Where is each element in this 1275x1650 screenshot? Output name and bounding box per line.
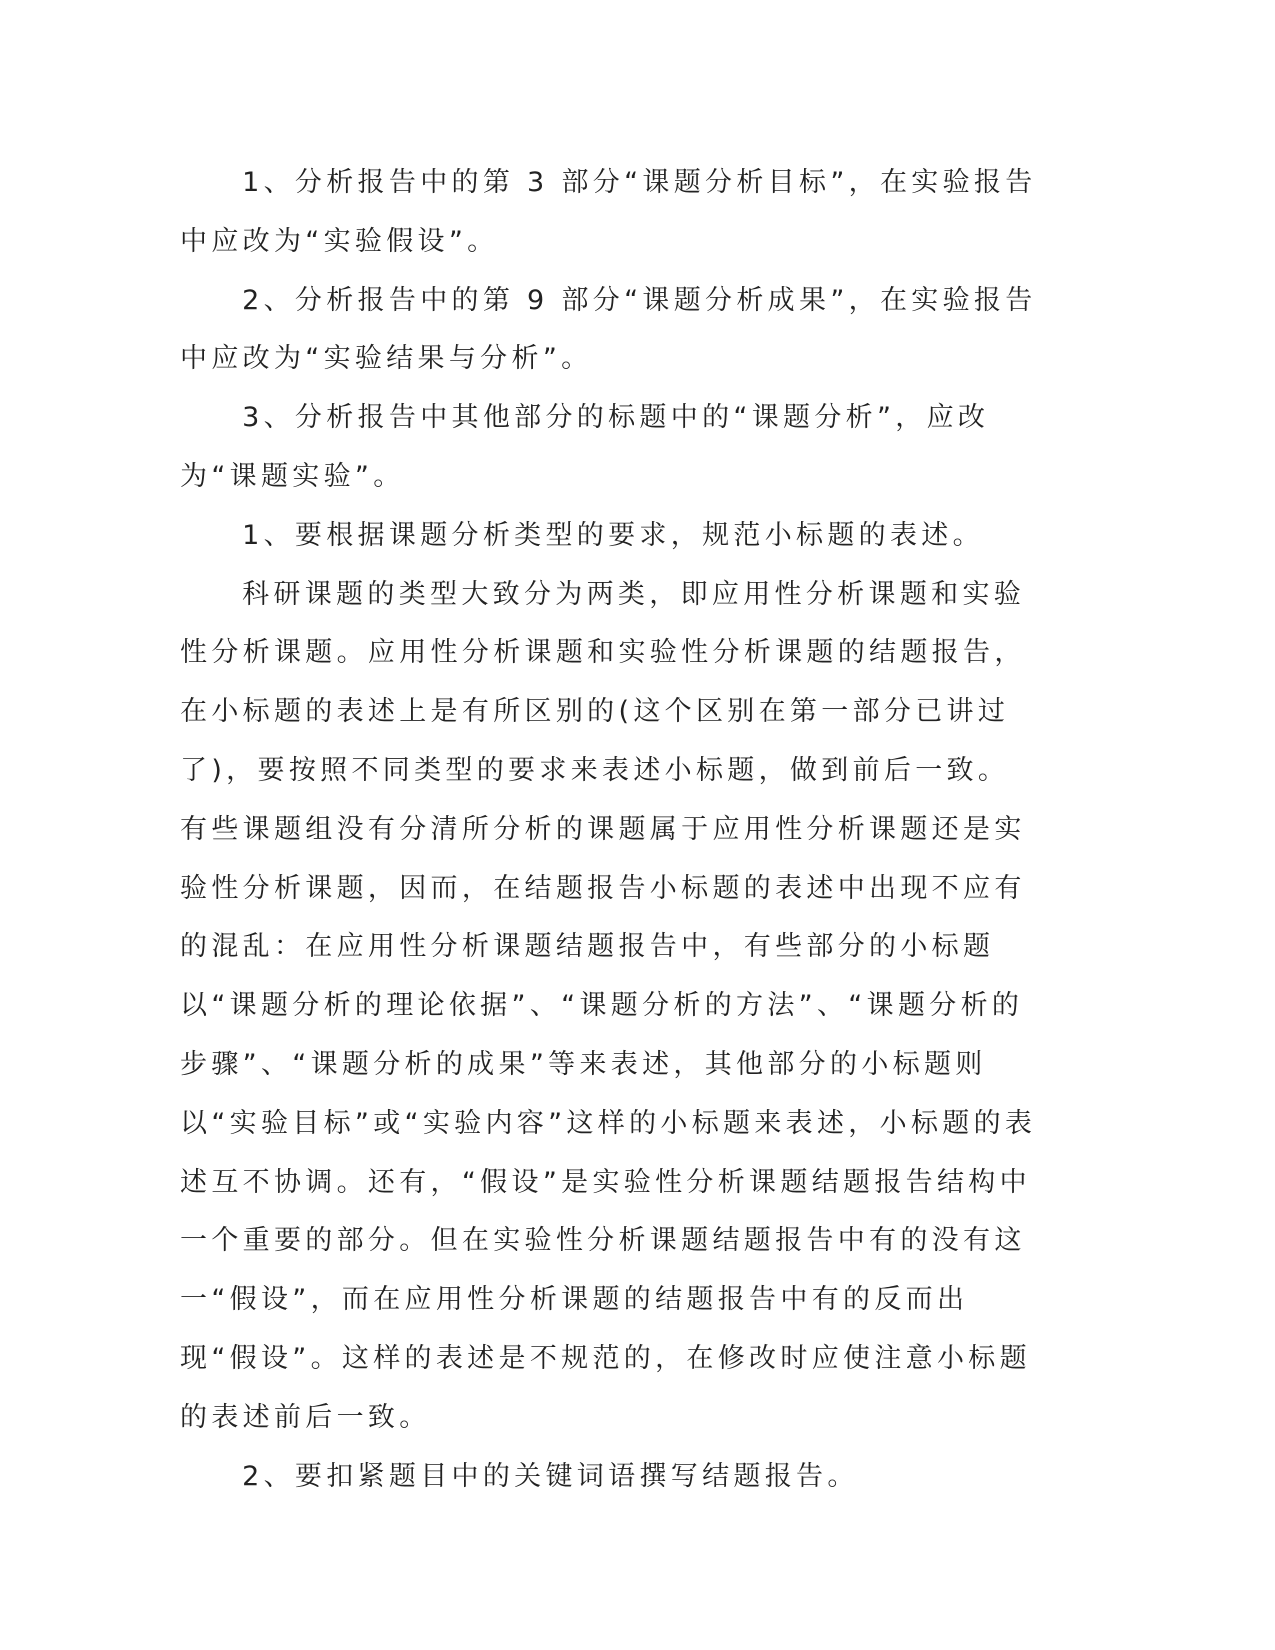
paragraph-revision-item-1: 1、分析报告中的第 3 部分“课题分析目标”，在实验报告中应改为“实验假设”。 bbox=[180, 167, 1037, 257]
paragraph-subheading-requirement-2: 2、要扣紧题目中的关键词语撰写结题报告。 bbox=[242, 1460, 859, 1492]
document-body bbox=[180, 154, 1040, 1506]
paragraph-revision-item-2: 2、分析报告中的第 9 部分“课题分析成果”，在实验报告中应改为“实验结果与分析”。 bbox=[180, 284, 1037, 375]
paragraph-revision-item-3: 3、分析报告中其他部分的标题中的“课题分析”，应改为“课题实验”。 bbox=[180, 402, 990, 492]
paragraph-subheading-requirement-1: 1、要根据课题分析类型的要求，规范小标题的表述。 bbox=[242, 519, 984, 551]
paragraph-research-types-explanation: 科研课题的类型大致分为两类，即应用性分析课题和实验性分析课题。应用性分析课题和实验性分析课题的结题报告，在小标题的表述上是有所区别的(这个区别在第一部分已讲过了)，要按照不同类型的要求来表述小标题，做到前后一致。有些课题组没有分清所分析的课题属于应用性分析课题还是实验性分析课题，因而，在结题报告小标题的表述中出现不应有的混乱：在应用性分析课题结题报告中，有些部分的小标题以“课题分析的理论依据”、“课题分析的方法”、“课题分析的步骤”、“课题分析的成果”等来表述，其他部分的小标题则以“实验目标”或“实验内容”这样的小标题来表述，小标题的表述互不协调。还有，“假设”是实验性分析课题结题报告结构中一个重要的部分。但在实验性分析课题结题报告中有的没有这一“假设”，而在应用性分析课题的结题报告中有的反而出现“假设”。这样的表述是不规范的，在修改时应使注意小标题的表述前后一致。 bbox=[180, 578, 1037, 1433]
